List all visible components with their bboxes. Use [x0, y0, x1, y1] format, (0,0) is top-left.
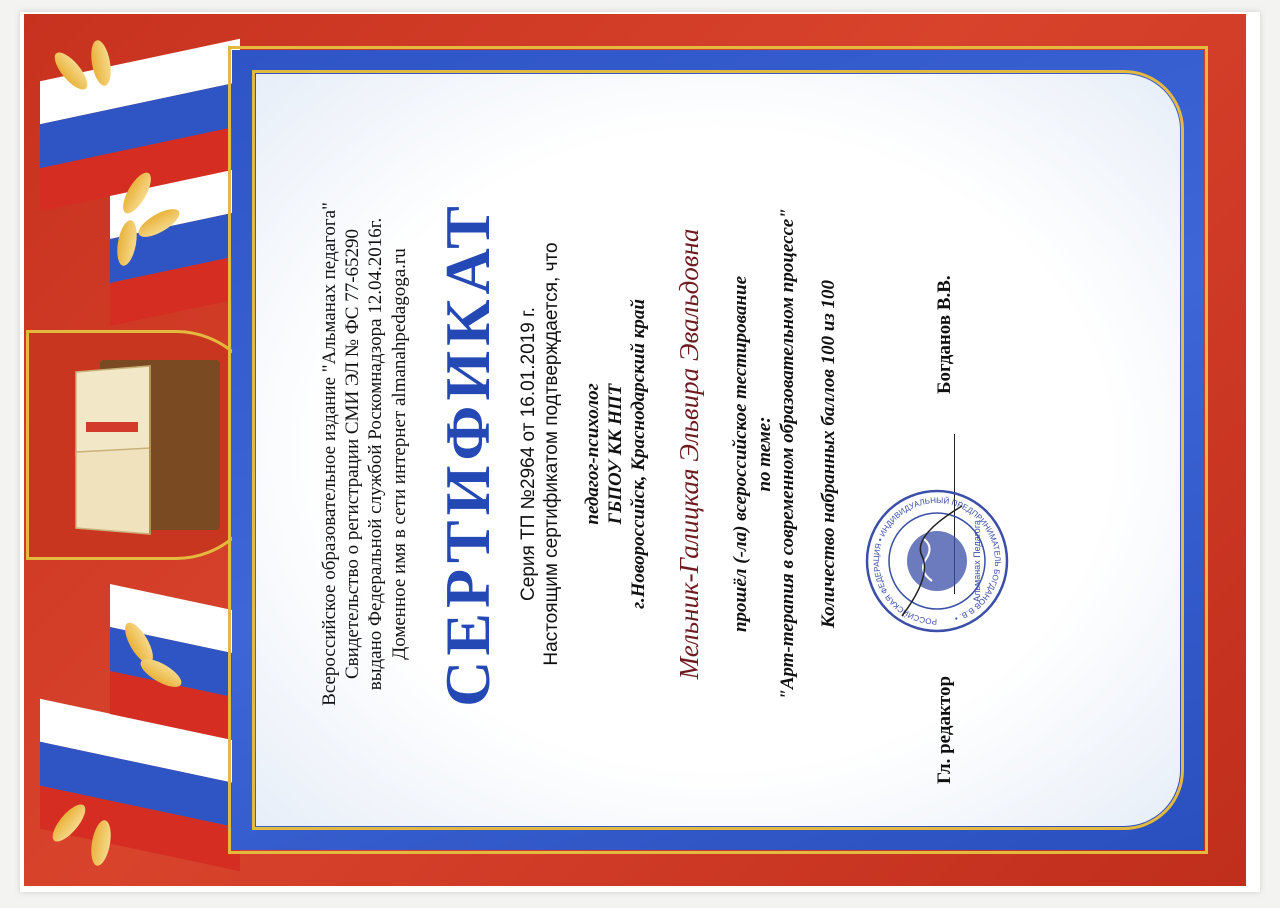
certificate-title: СЕРТИФИКАТ [431, 201, 503, 707]
signature-row [872, 84, 1003, 824]
publisher-line: Свидетельство о регистрации СМИ ЭЛ № ФС 77-65290 [342, 228, 364, 680]
confirmation-text: Настоящим сертификатом подтверждается, что [540, 242, 562, 666]
recipient-position [581, 84, 651, 824]
publisher-line: выдано Федеральной службой Роскомнадзора 12.04.2016г. [365, 217, 387, 691]
publisher-line: Доменное имя в сети интернет almanahpedagoga.ru [388, 248, 410, 660]
score-text: Количество набранных баллов 100 из 100 [818, 279, 839, 629]
test-result [729, 84, 799, 824]
signer-role: Гл. редактор [934, 675, 956, 784]
certificate-text-block [300, 84, 1100, 824]
publisher-info [318, 84, 411, 824]
result-topic: "Арт-терапия в современном образовательном процессе" [776, 208, 798, 700]
publisher-line: Всероссийское образовательное издание "Альманах педагога" [319, 202, 340, 706]
result-line: по теме: [753, 416, 775, 492]
signer-name: Богданов В.В. [934, 275, 956, 394]
location-text: г.Новороссийск, Краснодарский край [628, 299, 650, 609]
stamp-inner-text: Альманах Педагога [972, 520, 983, 602]
organization-name: ГБПОУ КК НПТ [605, 383, 627, 525]
stamp-outer-text: РОССИЙСКАЯ ФЕДЕРАЦИЯ • ИНДИВИДУАЛЬНЫЙ ПРЕДПРИНИМАТЕЛЬ БОГДАНОВ В.В. • [872, 495, 1003, 627]
recipient-name: Мельник-Галицкая Эльвира Эвальдовна [673, 228, 704, 680]
official-stamp [862, 486, 1012, 636]
series-number: Серия ТП №2964 от 16.01.2019 г. [517, 307, 539, 601]
position-title: педагог-психолог [582, 383, 604, 525]
open-book-icon [70, 352, 230, 542]
result-line: прошёл (-ла) всероссийское тестирование [730, 275, 752, 633]
